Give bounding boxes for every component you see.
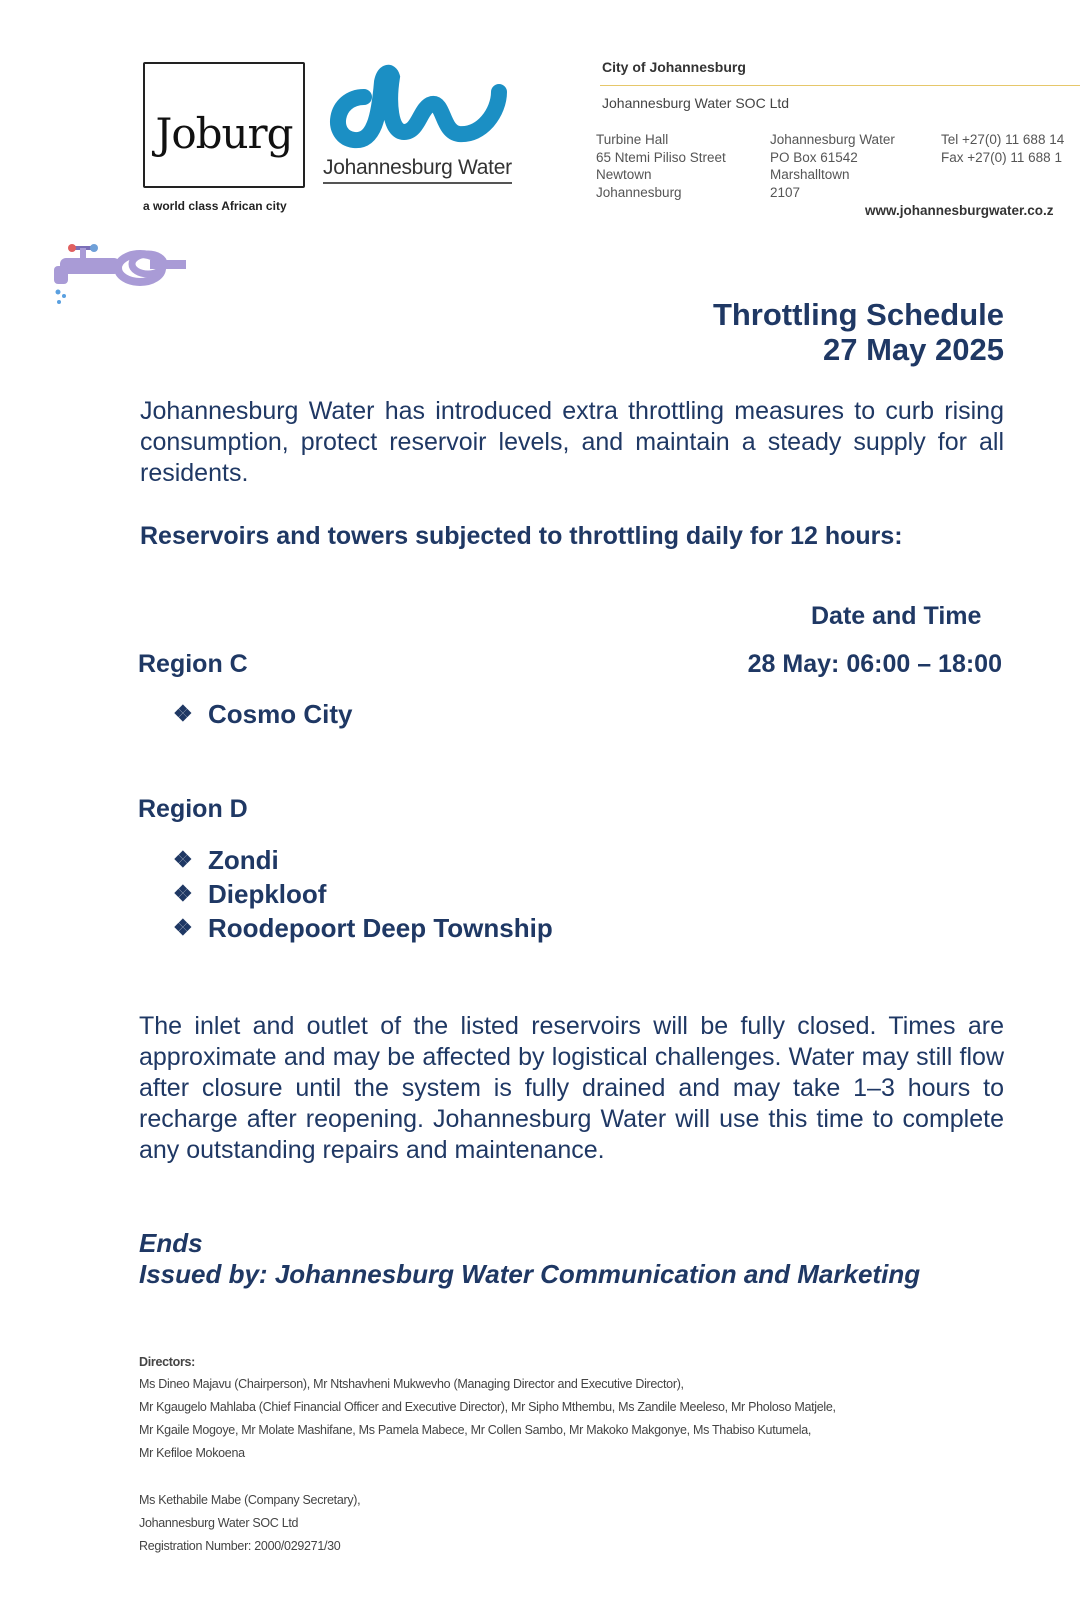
joburg-tagline: a world class African city <box>143 199 287 213</box>
list-item-label: Diepkloof <box>208 879 327 909</box>
title-line-1: Throttling Schedule <box>712 297 1004 332</box>
region-d-label: Region D <box>138 795 248 823</box>
region-d-list <box>173 843 553 945</box>
joburg-wordmark: Joburg <box>155 109 293 158</box>
list-item-label: Cosmo City <box>208 699 353 729</box>
list-item-label: Roodepoort Deep Township <box>208 913 553 943</box>
region-c-list <box>173 697 352 731</box>
bullet-diamond-icon: ❖ <box>173 915 193 940</box>
date-time-heading: Date and Time <box>811 602 982 630</box>
footer-line: Ms Kethabile Mabe (Company Secretary), <box>139 1493 361 1507</box>
reservoirs-heading: Reservoirs and towers subjected to throttling daily for 12 hours: <box>140 522 903 550</box>
footer-line: Johannesburg Water SOC Ltd <box>139 1516 299 1530</box>
letterhead-rule <box>600 85 1080 86</box>
document-title <box>713 297 1004 367</box>
contact-numbers: Tel +27(0) 11 688 14 Fax +27(0) 11 688 1 <box>941 132 1065 165</box>
footer-line: Mr Kgaugelo Mahlaba (Chief Financial Officer and Executive Director), Mr Sipho Mthembu, Ms Zandile Meeleso, Mr Pholoso Matjele, <box>139 1400 836 1414</box>
list-item <box>173 877 553 911</box>
joburg-logo <box>143 62 305 188</box>
jw-logo-text: Johannesburg Water <box>323 156 512 184</box>
ends-label: Ends <box>139 1228 203 1258</box>
list-item <box>173 697 352 731</box>
title-date: 27 May 2025 <box>823 332 1004 367</box>
postal-address: Johannesburg Water PO Box 61542 Marshalltown 2107 <box>770 132 895 200</box>
bullet-diamond-icon: ❖ <box>173 881 193 906</box>
list-item <box>173 911 553 945</box>
footer-line: Mr Kefiloe Mokoena <box>139 1446 245 1460</box>
website-link[interactable]: www.johannesburgwater.co.z <box>865 203 1054 218</box>
company-name: Johannesburg Water SOC Ltd <box>602 95 790 111</box>
footer-line: Registration Number: 2000/029271/30 <box>139 1539 341 1553</box>
street-address: Turbine Hall 65 Ntemi Piliso Street Newtown Johannesburg <box>596 132 726 200</box>
list-item-label: Zondi <box>208 845 279 875</box>
footer-directors-label: Directors: <box>139 1355 196 1369</box>
footer-line: Mr Kgaile Mogoye, Mr Molate Mashifane, Ms Pamela Mabece, Mr Collen Sambo, Mr Makoko Makgonye, Ms Thabiso Kutumela, <box>139 1423 812 1437</box>
region-c-label: Region C <box>138 650 248 678</box>
closure-note-paragraph: The inlet and outlet of the listed reservoirs will be fully closed. Times are approximate and may be affected by logistical challenges. Water may still flow after closure until the system is fully drained and may take 1–3 hours to recharge after reopening. Johannesburg Water will use this time to complete any outstanding repairs and maintenance. <box>139 1012 1004 1164</box>
bullet-diamond-icon: ❖ <box>173 701 193 726</box>
list-item <box>173 843 553 877</box>
footer-line: Ms Dineo Majavu (Chairperson), Mr Ntshavheni Mukwevho (Managing Director and Executive Director), <box>139 1377 684 1391</box>
issued-by: Issued by: Johannesburg Water Communication and Marketing <box>139 1259 921 1289</box>
city-name: City of Johannesburg <box>602 59 746 75</box>
water-tap-icon <box>50 240 190 310</box>
intro-paragraph: Johannesburg Water has introduced extra throttling measures to curb rising consumption, protect reservoir levels, and maintain a steady supply for all residents. <box>140 397 1004 487</box>
bullet-diamond-icon: ❖ <box>173 847 193 872</box>
date-time-value: 28 May: 06:00 – 18:00 <box>747 650 1002 678</box>
